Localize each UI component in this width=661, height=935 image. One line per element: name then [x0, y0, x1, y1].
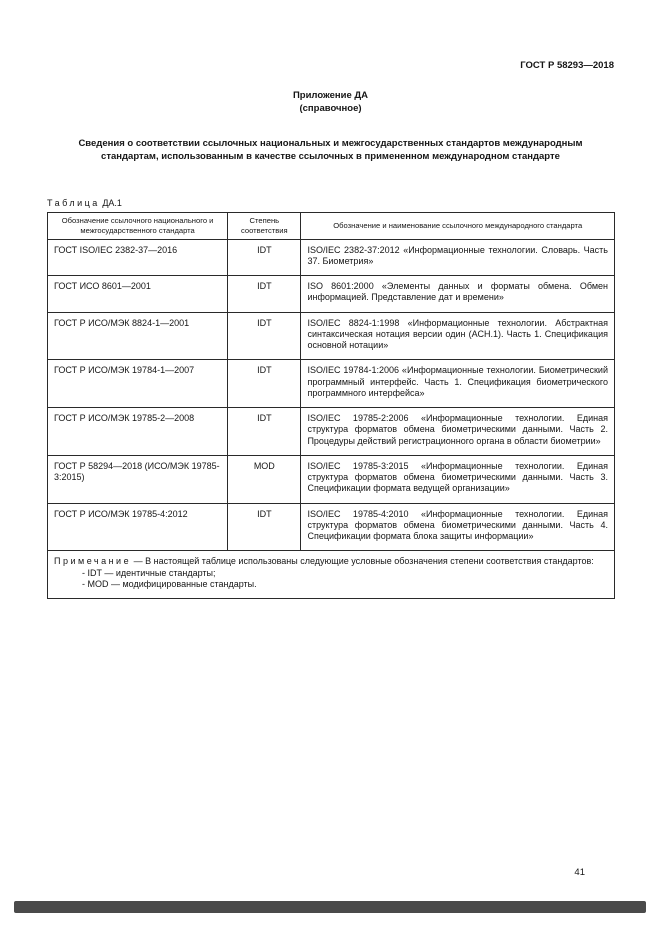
cell-national: ГОСТ Р ИСО/МЭК 19784-1—2007 — [48, 360, 228, 408]
header-national-standard: Обозначение ссылочного национального и межгосударственного стандарта — [48, 213, 228, 240]
cell-degree: IDT — [228, 239, 301, 276]
cell-national: ГОСТ Р ИСО/МЭК 19785-2—2008 — [48, 408, 228, 456]
cell-degree: MOD — [228, 455, 301, 503]
cell-international: ISO/IEC 19785-2:2006 «Информационные технологии. Единая структура форматов обмена биометрическими данными. Часть 2. Процедуры действий регистрационного органа в области биометрии» — [301, 408, 615, 456]
note-label: Примечание — [54, 556, 132, 567]
table-row — [48, 503, 615, 551]
cell-degree: IDT — [228, 312, 301, 360]
note-item: - MOD — модифицированные стандарты. — [82, 578, 257, 589]
table-row — [48, 276, 615, 313]
page-number: 41 — [574, 867, 585, 878]
table-note — [48, 551, 615, 599]
cell-international: ISO/IEC 19784-1:2006 «Информационные технологии. Биометрический программный интерфейс. Часть 1. Спецификация биометрического программного интерфейса» — [301, 360, 615, 408]
cell-national: ГОСТ Р ИСО/МЭК 19785-4:2012 — [48, 503, 228, 551]
cell-national: ГОСТ ИСО 8601—2001 — [48, 276, 228, 313]
cell-international: ISO/IEC 19785-4:2010 «Информационные технологии. Единая структура форматов обмена биометрическими данными. Часть 4. Спецификации формата блока защиты информации» — [301, 503, 615, 551]
header-international-standard: Обозначение и наименование ссылочного международного стандарта — [301, 213, 615, 240]
cell-international: ISO/IEC 2382-37:2012 «Информационные технологии. Словарь. Часть 37. Биометрия» — [301, 239, 615, 276]
cell-degree: IDT — [228, 503, 301, 551]
table-note-row — [48, 551, 615, 599]
cell-degree: IDT — [228, 276, 301, 313]
table-row — [48, 360, 615, 408]
note-text: — В настоящей таблице использованы следующие условные обозначения степени соответствия стандартов: — [131, 556, 594, 567]
cell-international: ISO/IEC 19785-3:2015 «Информационные технологии. Единая структура форматов обмена биометрическими данными. Часть 3. Спецификации формата ведущей организации» — [301, 455, 615, 503]
correspondence-table — [47, 212, 615, 599]
appendix-heading — [0, 90, 661, 116]
appendix-title: Приложение ДА — [292, 90, 369, 101]
section-title: Сведения о соответствии ссылочных национальных и межгосударственных стандартов международным стандартам, использованным в качестве ссылочных в примененном международном стандарте — [78, 138, 583, 162]
table-row — [48, 408, 615, 456]
scan-artifact-bar — [14, 901, 646, 913]
note-item: - IDT — идентичные стандарты; — [82, 567, 216, 578]
cell-national: ГОСТ Р 58294—2018 (ИСО/МЭК 19785-3:2015) — [48, 455, 228, 503]
table-caption-number: ДА.1 — [102, 198, 122, 208]
cell-international: ISO 8601:2000 «Элементы данных и форматы обмена. Обмен информацией. Представление дат и времени» — [301, 276, 615, 313]
cell-national: ГОСТ Р ИСО/МЭК 8824-1—2001 — [48, 312, 228, 360]
table-header-row — [48, 213, 615, 240]
cell-degree: IDT — [228, 408, 301, 456]
table-caption — [47, 198, 122, 208]
cell-international: ISO/IEC 8824-1:1998 «Информационные технологии. Абстрактная синтаксическая нотация версии один (АСН.1). Часть 1. Спецификация основной нотации» — [301, 312, 615, 360]
table-row — [48, 455, 615, 503]
cell-degree: IDT — [228, 360, 301, 408]
document-number: ГОСТ Р 58293—2018 — [520, 60, 614, 71]
cell-national: ГОСТ ISO/IEC 2382-37—2016 — [48, 239, 228, 276]
table-row — [48, 239, 615, 276]
appendix-subtitle: (справочное) — [299, 102, 362, 114]
table-header — [48, 213, 615, 240]
table-caption-label: Таблица — [47, 198, 100, 208]
header-degree: Степень соответствия — [228, 213, 301, 240]
table-row — [48, 312, 615, 360]
